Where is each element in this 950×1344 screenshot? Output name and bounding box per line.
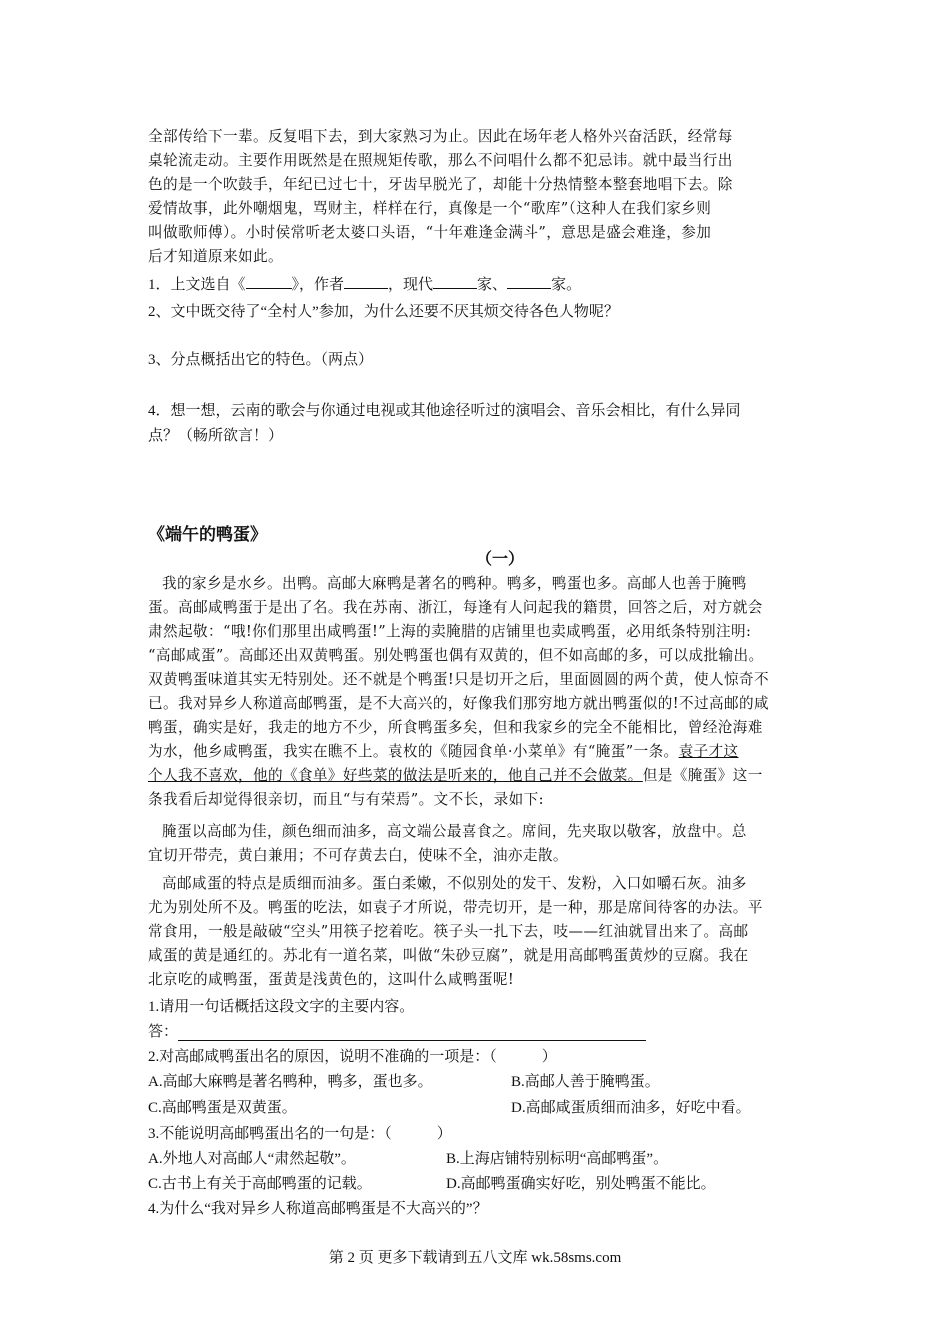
section-title: 《端午的鸭蛋》 (148, 525, 267, 545)
fill-blank[interactable] (507, 274, 551, 289)
quote-line: 腌蛋以高邮为佳，颜色细而油多，高文端公最喜食之。席间，先夹取以敬客，放盘中。总 (162, 823, 747, 840)
passage-line: 条我看后却觉得很亲切，而且“与有荣焉”。文不长，录如下: (148, 791, 544, 808)
passage-line: 北京吃的咸鸭蛋，蛋黄是浅黄色的，这叫什么咸鸭蛋呢! (148, 971, 515, 988)
passage-line: 常食用，一般是敲破“空头”用筷子挖着吃。筷子头一扎下去，吱——红油就冒出来了。高邮 (148, 923, 749, 940)
passage-line: 双黄鸭蛋味道其实无特别处。还不就是个鸭蛋!只是切开之后，里面圆圆的两个黄，使人惊奇不 (148, 671, 770, 688)
passage-line: 尤为别处所不及。鸭蛋的吃法，如袁子才所说，带壳切开，是一种，那是席间待客的办法。平 (148, 899, 763, 916)
q2-option-c: C.高邮鸭蛋是双黄蛋。 (148, 1100, 297, 1116)
q4: 4.为什么“我对异乡人称道高邮鸭蛋是不大高兴的”？ (148, 1201, 488, 1217)
question-2: 2、文中既交待了“全村人”参加，为什么还要不厌其烦交待各色人物呢？ (148, 304, 619, 320)
fill-blank[interactable] (344, 274, 388, 289)
passage-line: 蛋。高邮咸鸭蛋于是出了名。我在苏南、浙江，每逢有人问起我的籍贯，回答之后，对方就会 (148, 599, 763, 616)
question-4: 4．想一想，云南的歌会与你通过电视或其他途径听过的演唱会、音乐会相比，有什么异同 (148, 403, 741, 419)
q1: 1.请用一句话概括这段文字的主要内容。 (148, 999, 415, 1015)
q2-option-a: A.高邮大麻鸭是著名鸭种，鸭多，蛋也多。 (148, 1074, 433, 1090)
answer-line[interactable] (178, 1040, 646, 1041)
q2-option-d: D.高邮咸蛋质细而油多，好吃中看。 (511, 1100, 751, 1116)
section-number: （一） (476, 549, 525, 568)
top-passage-line: 桌轮流走动。主要作用既然是在照规矩传歌，那么不问唱什么都不犯忌讳。就中最当行出 (148, 152, 733, 169)
q3: 3.不能说明高邮鸭蛋出名的一句是：（ ） (148, 1126, 452, 1142)
passage-line: 肃然起敬：“哦!你们那里出咸鸭蛋!”上海的卖腌腊的店铺里也卖咸鸭蛋，必用纸条特别注明: (148, 623, 752, 640)
top-passage-line: 色的是一个吹鼓手，年纪已过七十，牙齿早脱光了，却能十分热情整本整套地唱下去。除 (148, 176, 733, 193)
q3-option-c: C.古书上有关于高邮鸭蛋的记载。 (148, 1176, 372, 1192)
passage-line: 鸭蛋，确实是好，我走的地方不少，所食鸭蛋多矣，但和我家乡的完全不能相比，曾经沧海难 (148, 719, 763, 736)
quote-line: 宜切开带壳，黄白兼用；不可存黄去白，使味不全，油亦走散。 (148, 847, 568, 864)
q3-option-a: A.外地人对高邮人“肃然起敬”。 (148, 1151, 356, 1167)
fill-blank[interactable] (433, 274, 477, 289)
passage-line: “高邮咸蛋”。高邮还出双黄鸭蛋。别处鸭蛋也偶有双黄的，但不如高邮的多，可以成批输出。 (148, 647, 764, 664)
passage-line: 咸蛋的黄是通红的。苏北有一道名菜，叫做“朱砂豆腐”，就是用高邮鸭蛋黄炒的豆腐。我在 (148, 947, 749, 964)
q2-option-b: B.高邮人善于腌鸭蛋。 (511, 1074, 660, 1090)
question-3: 3、分点概括出它的特色。（两点） (148, 352, 374, 368)
top-passage-line: 叫做歌师傅）。小时侯常听老太婆口头语，“十年难逢金满斗”，意思是盛会难逢，参加 (148, 224, 712, 241)
q3-option-d: D.高邮鸭蛋确实好吃，别处鸭蛋不能比。 (446, 1176, 716, 1192)
passage-line: 我的家乡是水乡。出鸭。高邮大麻鸭是著名的鸭种。鸭多，鸭蛋也多。高邮人也善于腌鸭 (162, 575, 747, 592)
question-4-cont: 点？（畅所欲言！） (148, 428, 284, 444)
underlined-sentence: 袁子才这 (678, 743, 739, 760)
fill-blank[interactable] (246, 274, 292, 289)
passage-line: 已。我对异乡人称道高邮鸭蛋，是不大高兴的，好像我们那穷地方就出鸭蛋似的!不过高邮的咸 (148, 695, 770, 712)
page-footer: 第 2 页 更多下载请到五八文库 wk.58sms.com (328, 1250, 622, 1266)
passage-line: 个人我不喜欢，他的《食单》好些菜的做法是听来的，他自己并不会做菜。但是《腌蛋》这一 (148, 767, 763, 784)
question-1: 1．上文选自《 》，作者 ，现代 家、 家。 (148, 274, 581, 296)
underlined-sentence: 个人我不喜欢，他的《食单》好些菜的做法是听来的，他自己并不会做菜。 (148, 767, 643, 784)
q1-answer-label: 答： (148, 1024, 179, 1040)
q2: 2.对高邮咸鸭蛋出名的原因，说明不准确的一项是：（ ） (148, 1049, 557, 1065)
q3-option-b: B.上海店铺特别标明“高邮鸭蛋”。 (446, 1151, 669, 1167)
passage-line: 为水，他乡咸鸭蛋，我实在瞧不上。袁枚的《随园食单·小菜单》有“腌蛋”一条。袁子才这 (148, 743, 739, 760)
top-passage-line: 全部传给下一辈。反复唱下去，到大家熟习为止。因此在场年老人格外兴奋活跃，经常每 (148, 128, 733, 145)
top-passage-line: 后才知道原来如此。 (148, 248, 283, 265)
passage-line: 高邮咸蛋的特点是质细而油多。蛋白柔嫩，不似别处的发干、发粉，入口如嚼石灰。油多 (162, 875, 747, 892)
top-passage-line: 爱情故事，此外嘲烟鬼，骂财主，样样在行，真像是一个“歌库”（这种人在我们家乡则 (148, 200, 712, 217)
